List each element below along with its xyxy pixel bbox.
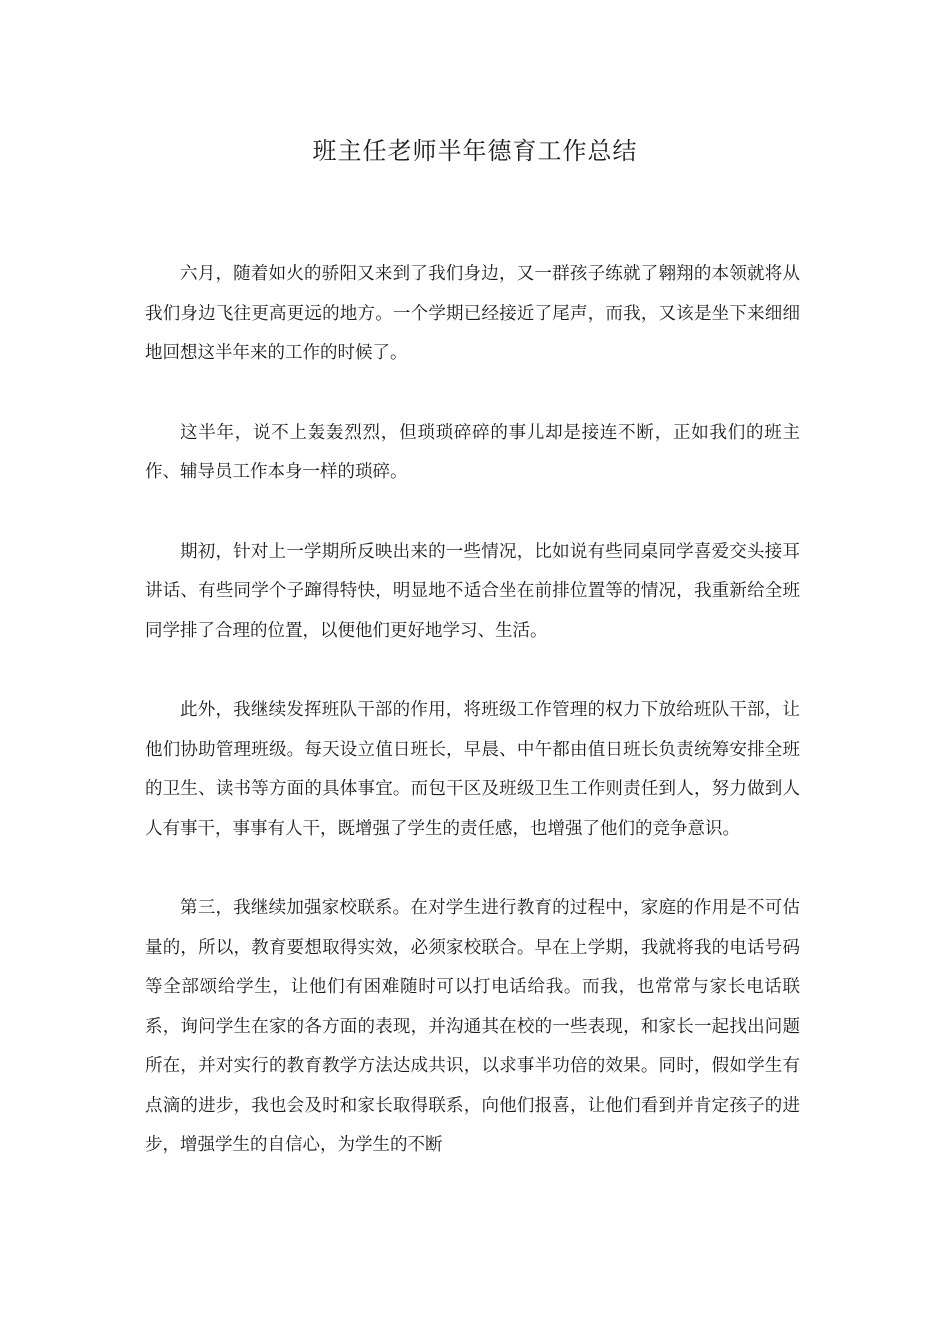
paragraph-5: 第三，我继续加强家校联系。在对学生进行教育的过程中，家庭的作用是不可估量的，所以，教育要想取得实效，必须家校联合。早在上学期，我就将我的电话号码等全部颂给学生，让他们有困难随时可以打电话给我。而我，也常常与家长电话联系，询问学生在家的各方面的表现，并沟通其在校的一些表现，和家长一起找出问题所在，并对实行的教育教学方法达成共识，以求事半功倍的效果。同时，假如学生有点滴的进步，我也会及时和家长取得联系，向他们报喜，让他们看到并肯定孩子的进步，增强学生的自信心，为学生的不断	[145, 898, 800, 1155]
paragraph-4: 此外，我继续发挥班队干部的作用，将班级工作管理的权力下放给班队干部，让他们协助管理班级。每天设立值日班长，早晨、中午都由值日班长负责统筹安排全班的卫生、读书等方面的具体事宜。而包干区及班级卫生工作则责任到人，努力做到人人有事干，事事有人干，既增强了学生的责任感，也增强了他们的竞争意识。	[145, 700, 800, 839]
document-title: 班主任老师半年德育工作总结	[312, 137, 638, 165]
document-body	[145, 255, 800, 1206]
paragraph-2: 这半年，说不上轰轰烈烈，但琐琐碎碎的事儿却是接连不断，正如我们的班主作、辅导员工作本身一样的琐碎。	[145, 422, 800, 482]
paragraph-1: 六月，随着如火的骄阳又来到了我们身边，又一群孩子练就了翱翔的本领就将从我们身边飞往更高更远的地方。一个学期已经接近了尾声，而我，又该是坐下来细细地回想这半年来的工作的时候了。	[145, 264, 800, 363]
paragraph-3: 期初，针对上一学期所反映出来的一些情况，比如说有些同桌同学喜爱交头接耳讲话、有些同学个子蹿得特快，明显地不适合坐在前排位置等的情况，我重新给全班同学排了合理的位置，以便他们更好地学习、生活。	[145, 541, 800, 641]
